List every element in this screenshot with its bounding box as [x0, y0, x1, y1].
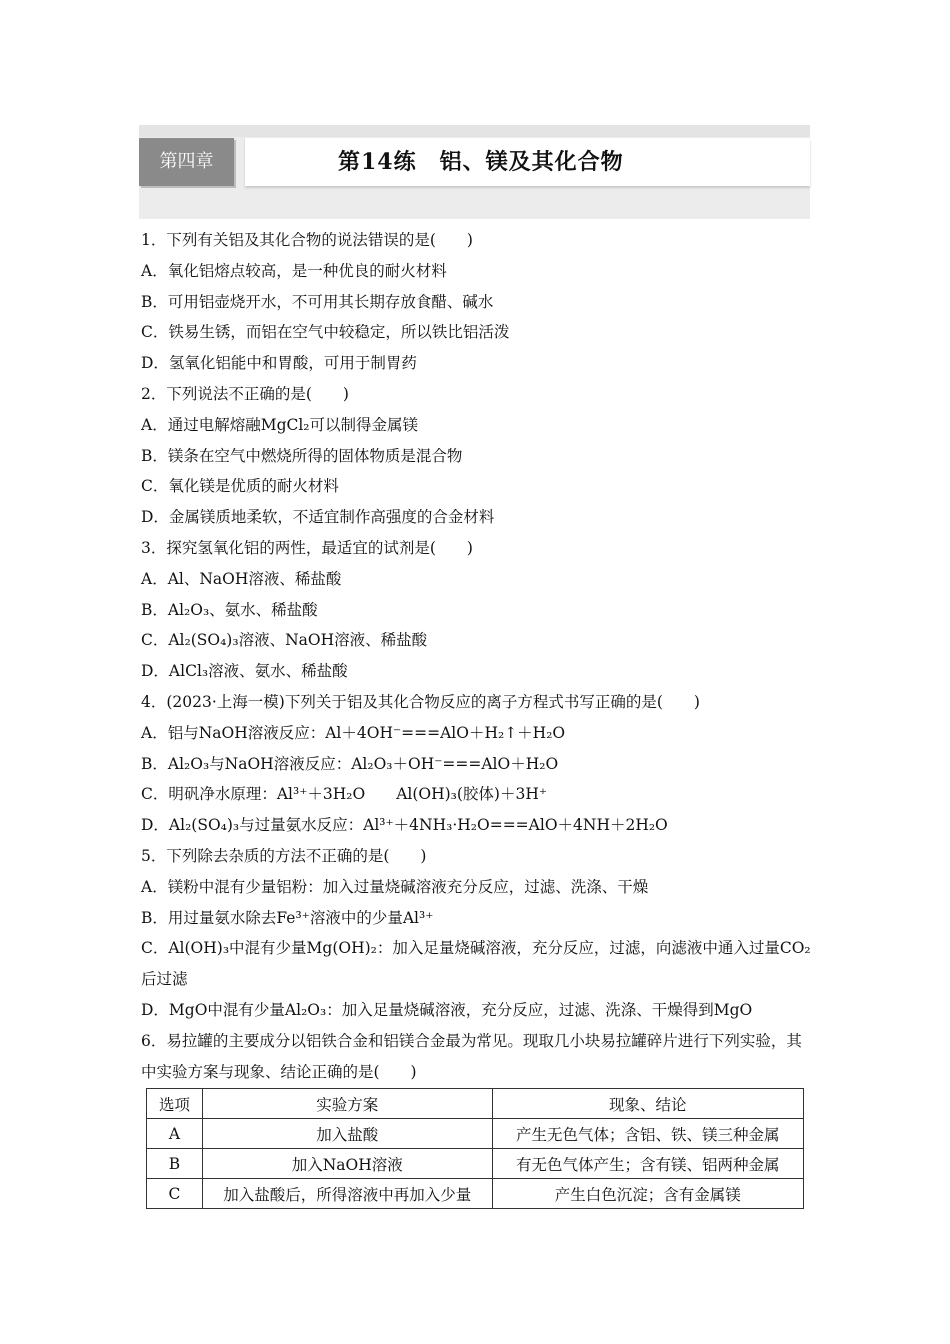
table-cell: 加入盐酸后，所得溶液中再加入少量 — [202, 1179, 492, 1209]
question-stem: 6．易拉罐的主要成分以铝铁合金和铝镁合金最为常见。现取几小块易拉罐碎片进行下列实验，其中实验方案与现象、结论正确的是( ) — [141, 1031, 802, 1081]
question-option: C．Al₂(SO₄)₃溶液、NaOH溶液、稀盐酸 — [141, 631, 428, 650]
question-option: D．氢氧化铝能中和胃酸，可用于制胃药 — [141, 354, 417, 373]
question-option: D．Al₂(SO₄)₃与过量氨水反应：Al³⁺＋4NH₃·H₂O===AlO＋4NH＋2H₂O — [141, 816, 668, 835]
question-option: A．铝与NaOH溶液反应：Al＋4OH⁻===AlO＋H₂↑＋H₂O — [141, 723, 566, 742]
experiment-table — [146, 1088, 804, 1209]
question-option: C．铁易生锈，而铝在空气中较稳定，所以铁比铝活泼 — [141, 323, 510, 342]
question-stem: 5．下列除去杂质的方法不正确的是( ) — [141, 846, 427, 865]
chapter-tag: 第四章 — [139, 138, 234, 186]
table-cell: 有无色气体产生；含有镁、铝两种金属 — [492, 1149, 804, 1179]
table-cell: 加入NaOH溶液 — [202, 1149, 492, 1179]
question-option: A．氧化铝熔点较高，是一种优良的耐火材料 — [141, 261, 447, 280]
question-option: C．氧化镁是优质的耐火材料 — [141, 477, 339, 496]
question-stem: 3．探究氢氧化铝的两性，最适宜的试剂是( ) — [141, 538, 473, 557]
question-list — [141, 228, 811, 1090]
question-option: C．明矾净水原理：Al³⁺＋3H₂O Al(OH)₃(胶体)＋3H⁺ — [141, 785, 548, 804]
question-stem: 2．下列说法不正确的是( ) — [141, 384, 349, 403]
table-cell: A — [147, 1119, 203, 1149]
title-box — [245, 138, 810, 186]
table-row — [147, 1149, 804, 1179]
question-stem: 4．(2023·上海一模)下列关于铝及其化合物反应的离子方程式书写正确的是( ) — [141, 692, 700, 711]
table-header-cell: 选项 — [147, 1089, 203, 1119]
banner-strip — [139, 125, 810, 137]
table-cell: 产生无色气体；含铝、铁、镁三种金属 — [492, 1119, 804, 1149]
table-header-cell: 现象、结论 — [492, 1089, 804, 1119]
question-option: B．用过量氨水除去Fe³⁺溶液中的少量Al³⁺ — [141, 908, 434, 927]
question-option: B．Al₂O₃与NaOH溶液反应：Al₂O₃＋OH⁻===AlO＋H₂O — [141, 754, 559, 773]
question-option: D．金属镁质地柔软，不适宜制作高强度的合金材料 — [141, 508, 495, 527]
table-header-row — [147, 1089, 804, 1119]
table-row — [147, 1179, 804, 1209]
chapter-banner — [139, 125, 810, 219]
table-cell: 产生白色沉淀；含有金属镁 — [492, 1179, 804, 1209]
question-option: B．Al₂O₃、氨水、稀盐酸 — [141, 600, 318, 619]
question-option: A．Al、NaOH溶液、稀盐酸 — [141, 569, 342, 588]
question-option: B．镁条在空气中燃烧所得的固体物质是混合物 — [141, 446, 463, 465]
question-option: A．镁粉中混有少量铝粉：加入过量烧碱溶液充分反应，过滤、洗涤、干燥 — [141, 877, 649, 896]
table-header-cell: 实验方案 — [202, 1089, 492, 1119]
question-option: A．通过电解熔融MgCl₂可以制得金属镁 — [141, 415, 419, 434]
table-cell: 加入盐酸 — [202, 1119, 492, 1149]
question-option: B．可用铝壶烧开水，不可用其长期存放食醋、碱水 — [141, 292, 494, 311]
table-cell: B — [147, 1149, 203, 1179]
page-title: 第14练 铝、镁及其化合物 — [338, 149, 624, 175]
question-stem: 1．下列有关铝及其化合物的说法错误的是( ) — [141, 231, 473, 249]
question-option: D．AlCl₃溶液、氨水、稀盐酸 — [141, 662, 348, 681]
table-row — [147, 1119, 804, 1149]
question-option: C．Al(OH)₃中混有少量Mg(OH)₂：加入足量烧碱溶液，充分反应，过滤，向滤液中通入过量CO₂后过滤 — [141, 939, 811, 989]
table-cell: C — [147, 1179, 203, 1209]
question-option: D．MgO中混有少量Al₂O₃：加入足量烧碱溶液，充分反应，过滤、洗涤、干燥得到MgO — [141, 1000, 753, 1019]
